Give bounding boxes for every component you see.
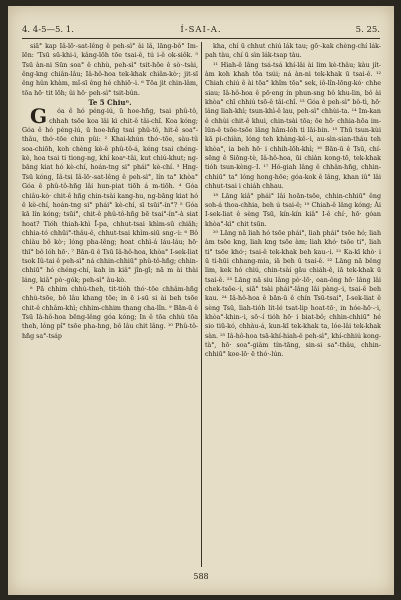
right-paragraph-1: kha, chí ū chhut chiú lák tau; gō·-kak chèng-chí lák-pah tàu, chí ū sìn lák-tsap tàu.: [205, 43, 381, 60]
left-paragraph-1: siā° kap Iâ-lō·-sat-lêng ê peh-sì° ài lâ, lāng-bô° Im-lēn: 'Tsū sū-khi-i, kâng-lōh tōe tsai-ê, tú i-ê ok-siôk. ⁵ Tsū àn-ni Sūn soa° ê chhù, peh-sì° tsit-hōe ê sò·-tsài, êng-kng chiân-lâu; Iâ-hô-hoa tek-khak chiân-kò·; jit-sī êng hûn khàm, mî-sī êng hé chhiō·-i. ⁶ Tōa jit chin-lâm, tōa hō· tit lōh; ûi hō· peh-sì° tsit-bûn.: [22, 43, 198, 97]
page-number: 588: [193, 572, 209, 581]
right-paragraph-3: ¹⁸ Lāng kiâ° phái° lâi hoān-tsōe, chhin-chhiū° êng soh-á thoa-chhia, beh ú tsai-ê; ¹⁹ Chiah-ê lâng kóng; Ài I-sek-liat ê sèng Tsū, kín-kín kiâ° I-ê chí·, hō· góan khòa°-kì° chit tsūn.: [205, 192, 381, 228]
column-divider: [201, 42, 202, 567]
left-paragraph-2-text: óa ê hó péng-iú, ū hoe-hñg, tsai phû-tô, chhah tsōe koa lâi kì chit-ê tâi-chî. Koa kóng; Góa ê hó péng-iú, ū hoe-hñg tsai phû-tô, hit-ê soa°-thâu, thó·-tōe chin pûi: ² Khai-khún thó·-tōe, sàu-tû soa-chiōh, koh chèng kè-ê phû-tô-á, kéng tsai chéng-kè, hoa tsai ti tiong-ng, khí koaⁿ-tâi, kut chiú-khut; ng-bāng kiat hó kè-chí, hoán-tng si° phái° kè-chí. ³ Hng-Tsū kóng, Iâ-tsi Iâ-lō·-sat-lêng ê peh-sì°, lín ta° khòa° Góa ê phû-tô-hñg lâi hun-piat tiōh á m-tiōh. ⁴ Góa chiâu-kò· chit-ê hñg chin-tsài kang-hu, ng-bāng kiat hó ê kè-chí, hoán-tng si° phái° kè-chí, sī tsūi°-ín°? ⁵ Góa kā lín kóng; tsūi°, chit-ê phû-tô-hñg bē tsai°-ín°-à siat hoat? Tióh thiah-khì Ī-pa, chhut-tsai khìm-sū chiâh; chhia-tó chhūi°-thâu-ê, chhut-tsai khìm-siū sng-·i: ⁶ Bô chiàu bô kò·; lóng pha-lêng; hoat chhì-á láu-láu; hō· thī° bô lóh hō·. ⁷ Bān-ū ê Tsū Iâ-hô-hoa, khòa° I-sek-liat tsok Iû-tai ê peh-sì° ná chhin-chhiū° phû-tô-hñg; chhin-chhiū° hó chéng-chí, kah in kiâ° jîn-gī; nā m ài thài láng, kiâ° pò·-gók; peh-sì° âu-kò.: [22, 108, 198, 284]
header-verse-end: 5. 25.: [355, 25, 380, 35]
left-paragraph-2: [22, 104, 198, 285]
chapter-heading: Te 5 Chiuⁿ.: [88, 98, 132, 108]
running-header: [22, 24, 380, 36]
header-verse-range: 4. 4-5—5. 1.: [22, 25, 74, 35]
right-column: [205, 42, 381, 568]
header-book-title: Í-SAI-A.: [180, 25, 222, 35]
left-paragraph-3: ⁸ Pā chhim chhù-theh, tit-tióh thó·-tōe chhâm-hñg chhù-tsōe, bô lâu khang tōe; in ē i-sū si ài beh tsōe chit-ê chhâm-khì; chhim-chhim thang cha-lîn. ⁹ Bān-ū ê Tsū Iâ-hô-hoa bēng-lêng góa kóng; In ê tōa chhù tōa theh, lóng pî° tsōe pha-hng, bô lâu chit lâng. ¹⁰ Phû-tô-hñg sa°-tsáp: [22, 285, 198, 340]
left-column: [22, 42, 198, 568]
right-paragraph-2: ¹¹ Hiah-ê lâng tsá-tsá khí-lâi ài lim kè-thâu; kàu jít-àm koh khah tōa tsúi; ná àn-ni tek-khak ū tsai-ê. ¹² Chiah chiú ê ài tōa° khîm tōa° sek, iô-lîn-lōng-kó· chhe siau; Iâ-hô-hoa ê pō·eng ín phun-sng bô khu-lin, bô ài khòa° chī chhiú tsō-ê tâi-chî. ¹³ Góa ê peh-sì° bô-tì, hō· lâng liah-khì; tsun-khì-ê lau, peh-sì° chhùi-ta. ¹⁴ Im-kan ê chhùi chit-ê khui, chin-tsài tōa; ōe hō· chhia-hōa im-lūn-ê tsōe-tsōe lâng hām-lóh ti lāi-bin. ¹⁵ Thū tsun-kùi kā pi-chiàn, lóng teh khàng-kê-·i, au-sìn-sian-tháu teh khòa°, ia beh hō· i chhih-lōh-khì; ¹⁶ Bān-ū ê Tsū, chí-sēng ê Siōng-tè, Iâ-hô-hoa, ūi chiàn kong-tō, tek-khak tióh tsun-kèng-·I. ¹⁷ Hó-giah lâng ê chhân-hñg, chhin-chhiū° ta° lóng hong-hōe; góa-kok ê lâng, khan iû° lâi chhut-tsai i chiáh chhau.: [205, 61, 381, 191]
drop-capital: G: [30, 104, 48, 129]
bible-page: [8, 6, 394, 595]
right-paragraph-4: ²⁰ Lāng nā liah hó tsōe phái°, liah phái° tsōe hó; liah àm tsōe kng, liah kng tsōe àm; liah khó· tsōe ti°, liah ti° tsōe khó·; tsai-ê tek-khak beh kau-·i. ²¹ Ka-kī khò· i ū tì-hūi chhang-mia, iā beh ū tsai-ê. ²² Lāng nā bêng lim, kek hó chiú, chin-tsài gāu chiáh-ê, iā tek-khak ū tsai-ê. ²³ Lāng nā siu lâng pò·-lō·, oan-ông hō· lâng lâi chek-tsōe-·i, siā° tsài phái°-lâng lâi pàng-·i, tsai-ê beh kau. ²⁴ Iâ-hô-hoa ê bān-ū ê chín Tsū-tsai°, I-sek-liat ê sèng Tsū, liah-tióh lit-lé tsat-lip hoat-tō·, in hóe-hō·-·i, khòa°-khin-·i, sō·-í tióh hō· i biat-bô; chhin-chhiū° hé sio tiū-kó, chhàu-á, kun-kī tek-khak ta, lóe-lâi tek-khak sàn. ²⁵ Iâ-hô-hoa tsā-khí-hiah-ê peh-sì°, khí-chhiú kong-tà°, hō· soa°-giâm tín-tāng, sin-si sa°-thâu, chhin-chhiū° koe-lō· ē thó·-lún.: [205, 229, 381, 359]
header-rule: [22, 38, 380, 39]
